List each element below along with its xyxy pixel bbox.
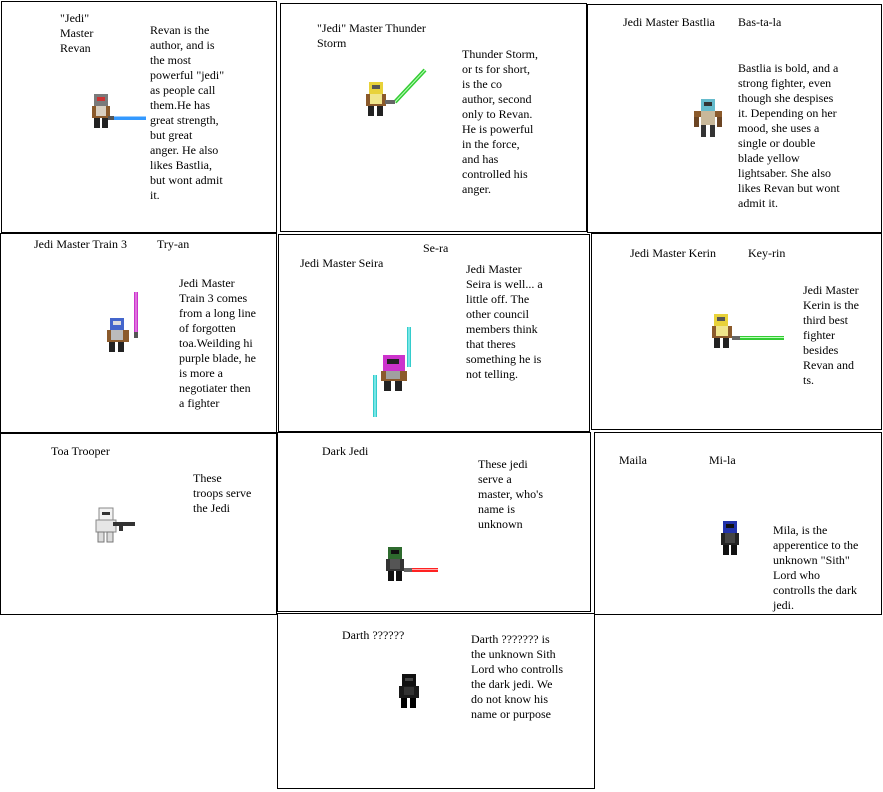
panel-bastlia	[587, 4, 882, 233]
character-title: "Jedi" Master Thunder Storm	[317, 21, 426, 50]
panel-dark-jedi	[277, 432, 591, 612]
jedi-train3-figure-icon	[103, 288, 143, 354]
dark-jedi-figure-icon	[384, 545, 440, 587]
jedi-revan-figure-icon	[88, 92, 148, 132]
character-title: Toa Trooper	[51, 444, 110, 458]
character-alias: Mi-la	[709, 453, 736, 467]
character-alias: Try-an	[157, 237, 190, 251]
character-description: Jedi Master Kerin is the third best fighter besides Revan and ts.	[803, 283, 859, 387]
panel-seira	[278, 234, 590, 432]
maila-figure-icon	[717, 519, 745, 559]
panel-darth	[277, 613, 595, 789]
jedi-seira-figure-icon	[369, 323, 415, 421]
character-description: Revan is the author, and is the most powerful "jedi" as people call them.He has great strength, but great anger. He also likes Bastlia, but wont admit it.	[150, 23, 225, 202]
panel-kerin	[591, 233, 882, 430]
jedi-bastlia-figure-icon	[692, 97, 724, 139]
character-title: Maila	[619, 453, 647, 467]
toa-trooper-figure-icon	[93, 506, 139, 546]
character-description: Mila, is the apperentice to the unknown "Sith" Lord who controlls the dark jedi.	[773, 523, 859, 612]
jedi-thunder-storm-figure-icon	[363, 66, 433, 121]
character-title: "Jedi" Master Revan	[60, 11, 94, 55]
character-description: Bastlia is bold, and a strong fighter, even though she despises it. Depending on her mood, she uses a single or double blade yellow lightsaber. She also likes Revan but wont admit it.	[738, 61, 840, 210]
panel-toa-trooper	[0, 433, 277, 615]
character-title: Darth ??????	[342, 628, 405, 642]
character-title: Jedi Master Kerin	[630, 246, 716, 260]
character-title: Jedi Master Bastlia	[623, 15, 715, 29]
character-description: Jedi Master Train 3 comes from a long line of forgotten toa.Weilding hi purple blade, he is more a negotiater then a fighter	[179, 276, 256, 410]
character-description: These troops serve the Jedi	[193, 471, 252, 515]
character-description: Darth ??????? is the unknown Sith Lord who controlls the dark jedi. We do not know his name or purpose	[471, 632, 563, 721]
character-title: Jedi Master Seira	[300, 256, 384, 270]
character-title: Jedi Master Train 3	[34, 237, 127, 251]
darth-figure-icon	[396, 672, 424, 710]
character-title: Dark Jedi	[322, 444, 369, 458]
panel-thunder-storm	[280, 3, 587, 232]
character-alias: Bas-ta-la	[738, 15, 782, 29]
character-alias: Se-ra	[423, 241, 449, 255]
character-description: Jedi Master Seira is well... a little off. The other council members think that theres something he is not telling.	[466, 262, 543, 381]
panel-revan	[1, 1, 277, 233]
character-description: These jedi serve a master, who's name is unknown	[478, 457, 544, 531]
panel-maila	[594, 432, 882, 615]
panel-train3	[0, 233, 277, 433]
jedi-kerin-figure-icon	[710, 312, 786, 354]
character-alias: Key-rin	[748, 246, 786, 260]
character-description: Thunder Storm, or ts for short, is the co author, second only to Revan. He is powerful in the force, and has controlled his anger.	[462, 47, 538, 196]
